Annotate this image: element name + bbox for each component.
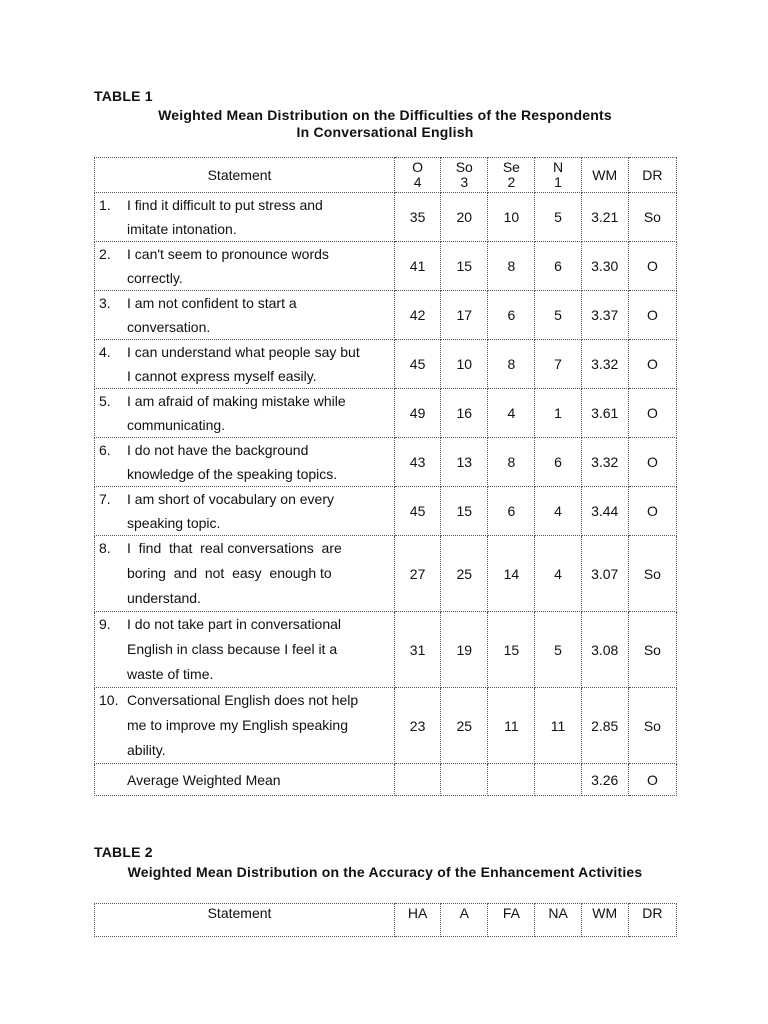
header-so-score: 3 <box>460 174 469 190</box>
cell-se: 10 <box>488 193 535 242</box>
average-label-text: Average Weighted Mean <box>127 771 281 788</box>
statement-item <box>99 389 388 437</box>
statement-number: 9. <box>99 616 111 632</box>
table-row <box>95 340 677 389</box>
statement-item <box>99 688 388 763</box>
table-row <box>95 193 677 242</box>
cell-n: 7 <box>535 340 581 389</box>
header-se <box>488 158 535 193</box>
statement-cell <box>95 612 395 688</box>
statement-cell <box>95 438 395 487</box>
cell-dr: O <box>628 340 676 389</box>
t2-header-statement: Statement <box>95 904 395 937</box>
statement-line-2: knowledge of the speaking topics. <box>127 466 338 482</box>
table-row <box>95 389 677 438</box>
cell-se: 15 <box>488 612 535 688</box>
statement-line-1: I do not take part in conversational <box>127 616 342 632</box>
cell-wm: 3.37 <box>581 291 628 340</box>
cell-se: 8 <box>488 242 535 291</box>
statement-item <box>99 438 388 486</box>
cell-o: 35 <box>395 193 441 242</box>
statement-cell <box>95 193 395 242</box>
cell-o: 49 <box>395 389 441 438</box>
statement-line-1: I am short of vocabulary on every <box>127 491 334 507</box>
table2-header-row <box>95 904 677 937</box>
cell-dr: O <box>628 389 676 438</box>
statement-line-2: me to improve my English speaking <box>127 717 348 733</box>
statement-number: 5. <box>99 393 111 409</box>
statement-cell <box>95 487 395 536</box>
table1-title <box>94 107 676 141</box>
statement-cell <box>95 536 395 612</box>
table-row <box>95 487 677 536</box>
statement-line-2: correctly. <box>127 270 183 286</box>
cell-so: 19 <box>441 612 488 688</box>
statement-cell <box>95 242 395 291</box>
header-o-score: 4 <box>413 174 422 190</box>
statement-text <box>127 242 388 290</box>
statement-text <box>127 291 388 339</box>
statement-line-1: I find it difficult to put stress and <box>127 197 323 213</box>
statement-text <box>127 389 388 437</box>
statement-cell <box>95 688 395 764</box>
table-row <box>95 438 677 487</box>
statement-line-2: communicating. <box>127 417 226 433</box>
cell-so: 16 <box>441 389 488 438</box>
statement-number: 2. <box>99 246 111 262</box>
statement-number: 10. <box>99 692 119 708</box>
cell-n: 11 <box>535 688 581 764</box>
cell-se: 11 <box>488 688 535 764</box>
statement-line-2: imitate intonation. <box>127 221 237 237</box>
statement-line-1: I find that real conversations are <box>127 540 342 556</box>
statement-line-2: speaking topic. <box>127 515 221 531</box>
cell-wm: 3.30 <box>581 242 628 291</box>
table1-title-line2: In Conversational English <box>296 124 474 140</box>
cell-so: 13 <box>441 438 488 487</box>
statement-text <box>127 612 388 687</box>
cell-n: 4 <box>535 487 581 536</box>
statement-line-1: I can't seem to pronounce words <box>127 246 329 262</box>
statement-line-3: ability. <box>127 742 166 758</box>
cell-n: 1 <box>535 389 581 438</box>
statement-item <box>99 340 388 388</box>
cell-wm: 3.21 <box>581 193 628 242</box>
statement-number: 3. <box>99 295 111 311</box>
header-o-name: O <box>412 159 424 175</box>
t2-header-fa: FA <box>488 904 535 937</box>
cell-wm: 3.61 <box>581 389 628 438</box>
header-dr: DR <box>628 158 676 193</box>
statement-line-2: English in class because I feel it a <box>127 641 338 657</box>
cell-dr: So <box>628 612 676 688</box>
cell-se: 6 <box>488 291 535 340</box>
cell-wm: 3.32 <box>581 438 628 487</box>
header-n-name: N <box>553 159 564 175</box>
statement-line-1: I can understand what people say but <box>127 344 360 360</box>
cell-o: 45 <box>395 340 441 389</box>
average-label <box>95 764 395 796</box>
cell-o: 41 <box>395 242 441 291</box>
cell-dr: So <box>628 688 676 764</box>
header-so <box>441 158 488 193</box>
statement-item <box>99 242 388 290</box>
cell-wm: 3.08 <box>581 612 628 688</box>
cell-n: 5 <box>535 291 581 340</box>
statement-text <box>127 193 388 241</box>
header-se-score: 2 <box>507 174 516 190</box>
cell-so: 25 <box>441 688 488 764</box>
statement-line-1: Conversational English does not help <box>127 692 359 708</box>
cell-dr: O <box>628 242 676 291</box>
statement-item <box>99 193 388 241</box>
statement-number: 6. <box>99 442 111 458</box>
header-o <box>395 158 441 193</box>
cell-dr: So <box>628 193 676 242</box>
statement-number: 1. <box>99 197 111 213</box>
statement-line-2: boring and not easy enough to <box>127 565 332 581</box>
statement-item <box>99 291 388 339</box>
average-dr: O <box>628 764 676 796</box>
table-row <box>95 688 677 764</box>
cell-o: 43 <box>395 438 441 487</box>
cell-o: 27 <box>395 536 441 612</box>
header-n <box>535 158 581 193</box>
cell-so: 25 <box>441 536 488 612</box>
statement-cell <box>95 291 395 340</box>
statement-line-2: conversation. <box>127 319 211 335</box>
cell-empty <box>488 764 535 796</box>
cell-so: 20 <box>441 193 488 242</box>
statement-cell <box>95 340 395 389</box>
statement-line-1: I am afraid of making mistake while <box>127 393 346 409</box>
t2-header-wm: WM <box>581 904 628 937</box>
cell-dr: So <box>628 536 676 612</box>
cell-empty <box>395 764 441 796</box>
cell-se: 4 <box>488 389 535 438</box>
table1-header-row <box>95 158 677 193</box>
cell-so: 15 <box>441 242 488 291</box>
header-se-name: Se <box>502 159 520 175</box>
table2-label: TABLE 2 <box>94 844 153 860</box>
statement-number: 8. <box>99 540 111 556</box>
statement-line-3: understand. <box>127 590 201 606</box>
cell-so: 15 <box>441 487 488 536</box>
cell-dr: O <box>628 438 676 487</box>
header-n-score: 1 <box>554 174 562 190</box>
table1-label: TABLE 1 <box>94 88 153 104</box>
cell-se: 8 <box>488 438 535 487</box>
t2-header-ha: HA <box>395 904 441 937</box>
t2-header-na: NA <box>535 904 581 937</box>
cell-so: 10 <box>441 340 488 389</box>
cell-se: 6 <box>488 487 535 536</box>
cell-wm: 3.44 <box>581 487 628 536</box>
statement-line-2: I cannot express myself easily. <box>127 368 317 384</box>
cell-wm: 3.32 <box>581 340 628 389</box>
table-row <box>95 242 677 291</box>
table-row <box>95 612 677 688</box>
cell-o: 23 <box>395 688 441 764</box>
cell-n: 6 <box>535 438 581 487</box>
cell-o: 31 <box>395 612 441 688</box>
statement-text <box>127 340 388 388</box>
cell-n: 5 <box>535 612 581 688</box>
cell-wm: 2.85 <box>581 688 628 764</box>
statement-line-1: I am not confident to start a <box>127 295 297 311</box>
cell-o: 42 <box>395 291 441 340</box>
table2 <box>94 903 677 937</box>
statement-line-3: waste of time. <box>127 666 214 682</box>
statement-item <box>99 536 388 611</box>
cell-n: 5 <box>535 193 581 242</box>
cell-empty <box>441 764 488 796</box>
statement-line-1: I do not have the background <box>127 442 309 458</box>
cell-n: 4 <box>535 536 581 612</box>
statement-text <box>127 536 388 611</box>
header-wm: WM <box>581 158 628 193</box>
cell-o: 45 <box>395 487 441 536</box>
cell-se: 8 <box>488 340 535 389</box>
cell-wm: 3.07 <box>581 536 628 612</box>
statement-number: 4. <box>99 344 111 360</box>
statement-number: 7. <box>99 491 111 507</box>
t2-header-a: A <box>441 904 488 937</box>
statement-cell <box>95 389 395 438</box>
cell-n: 6 <box>535 242 581 291</box>
statement-text <box>127 487 388 535</box>
table-row <box>95 536 677 612</box>
statement-text <box>127 688 388 763</box>
statement-item <box>99 487 388 535</box>
cell-se: 14 <box>488 536 535 612</box>
table2-title: Weighted Mean Distribution on the Accuracy of the Enhancement Activities <box>127 864 643 880</box>
table-row <box>95 291 677 340</box>
average-row <box>95 764 677 796</box>
cell-so: 17 <box>441 291 488 340</box>
average-wm: 3.26 <box>581 764 628 796</box>
table1-title-line1: Weighted Mean Distribution on the Difficulties of the Respondents <box>158 107 612 123</box>
t2-header-dr: DR <box>628 904 676 937</box>
header-statement: Statement <box>95 158 395 193</box>
statement-text <box>127 438 388 486</box>
cell-empty <box>535 764 581 796</box>
statement-item <box>99 612 388 687</box>
cell-dr: O <box>628 487 676 536</box>
cell-dr: O <box>628 291 676 340</box>
table1 <box>94 157 677 796</box>
header-so-name: So <box>455 159 473 175</box>
